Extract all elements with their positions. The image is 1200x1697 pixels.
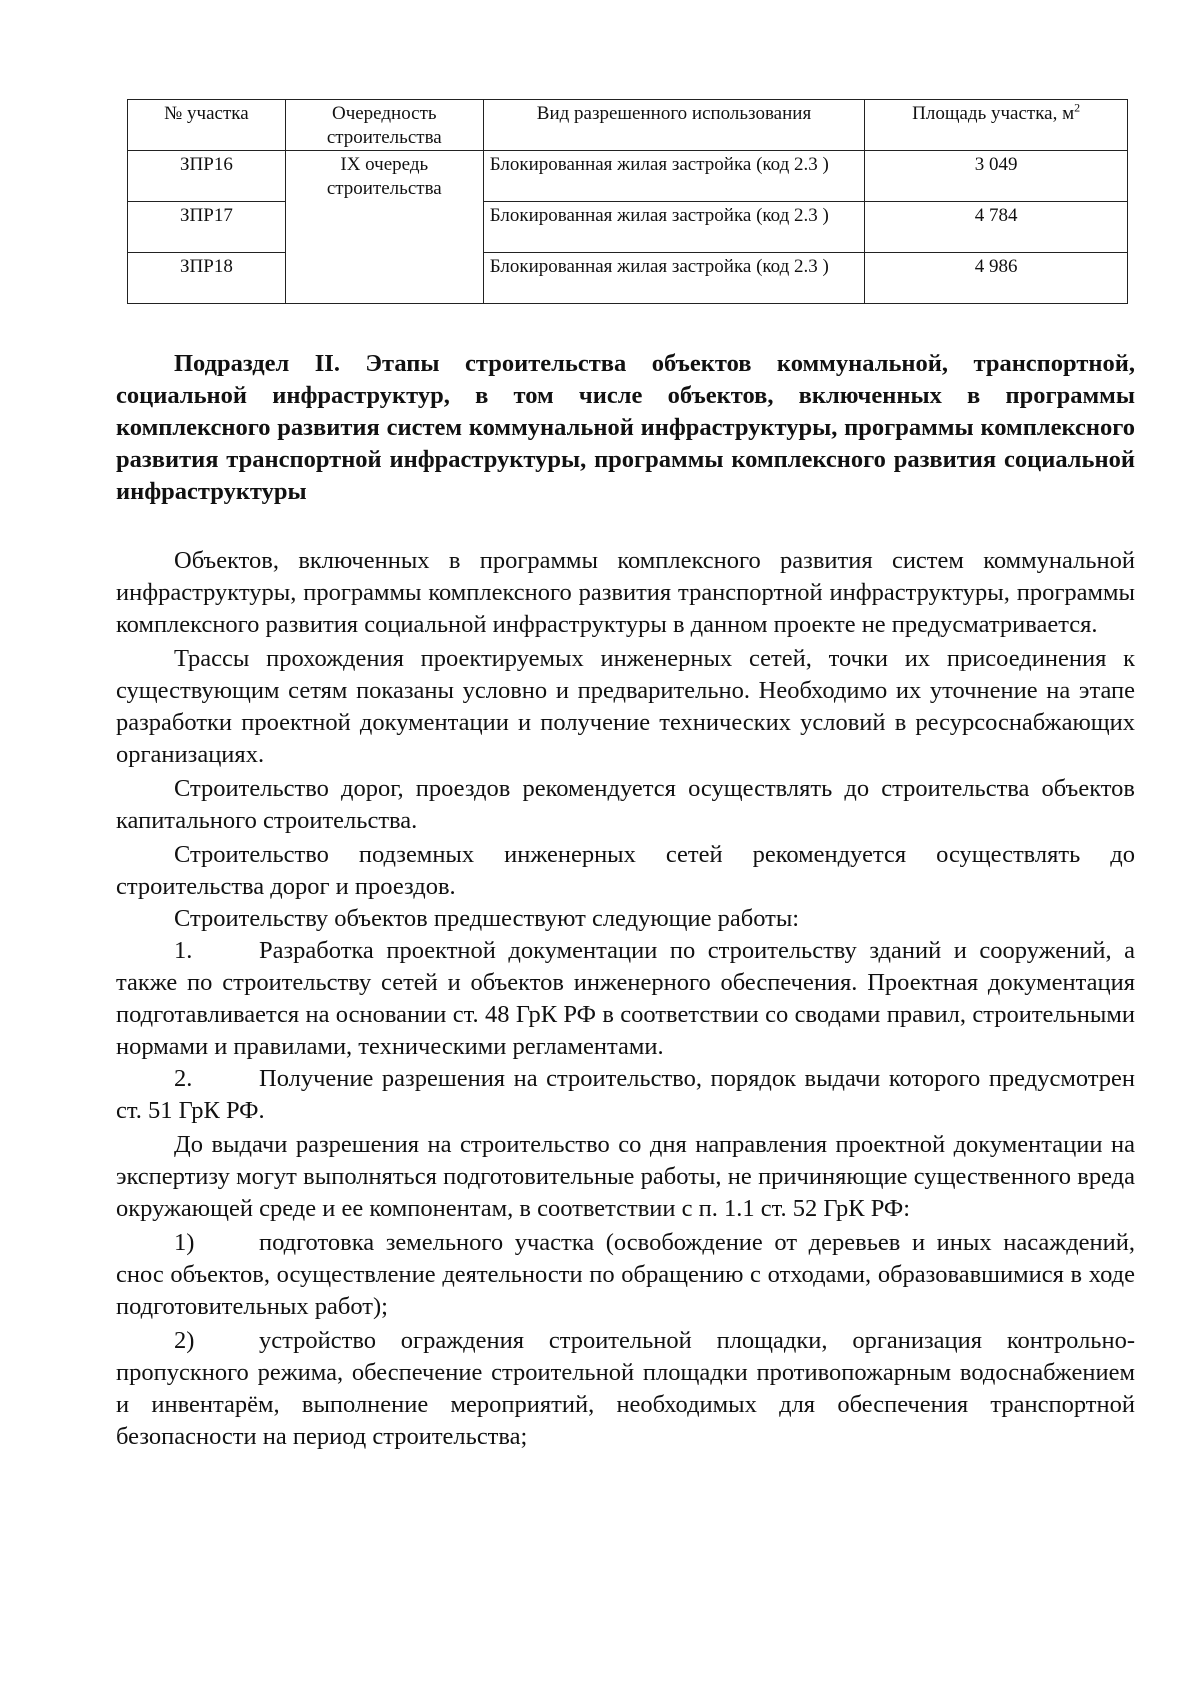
paragraph: Строительство дорог, проездов рекомендуется осуществлять до строительства объектов капитального строительства. [116, 775, 1135, 834]
item-number: 2) [174, 1327, 195, 1354]
section-heading [116, 348, 1135, 508]
cell-stage: IX очередь строительства [285, 151, 483, 304]
item-text: Получение разрешения на строительство, порядок выдачи которого предусмотрен ст. 51 ГрК РФ. [116, 1065, 1135, 1124]
cell-area: 4 784 [865, 202, 1128, 253]
item-number: 2. [174, 1065, 193, 1092]
cell-use: Блокированная жилая застройка (код 2.3 ) [483, 202, 865, 253]
paragraph: Строительству объектов предшествуют следующие работы: [174, 905, 800, 932]
table-row [128, 151, 1128, 202]
table-row [128, 202, 1128, 253]
header-permitted-use: Вид разрешенного использования [483, 100, 865, 151]
header-area-unit-sup: 2 [1074, 100, 1081, 115]
header-plot-number: № участка [128, 100, 286, 151]
table-row [128, 253, 1128, 304]
cell-plot-id: ЗПР18 [128, 253, 286, 304]
item-text: устройство ограждения строительной площадки, организация контрольно-пропускного режима, обеспечение строительной площадки противопожарным водоснабжением и инвентарём, выполнение мероприятий, необходимых для обеспечения транспортной безопасности на период строительства; [116, 1327, 1135, 1450]
cell-area: 3 049 [865, 151, 1128, 202]
numbered-item [116, 1325, 1135, 1453]
paragraph: Трассы прохождения проектируемых инженерных сетей, точки их присоединения к существующим сетям показаны условно и предварительно. Необходимо их уточнение на этапе разработки проектной документации и получение технических условий в ресурсоснабжающих организациях. [116, 645, 1135, 768]
cell-plot-id: ЗПР16 [128, 151, 286, 202]
item-text: подготовка земельного участка (освобождение от деревьев и иных насаждений, снос объектов, осуществление деятельности по обращению с отходами, образовавшимися в ходе подготовительных работ); [116, 1229, 1135, 1320]
item-number: 1. [174, 937, 193, 964]
document-body [116, 545, 1135, 1453]
section-heading-text: Подраздел II. Этапы строительства объектов коммунальной, транспортной, социальной инфраструктур, в том числе объектов, включенных в программы комплексного развития систем коммунальной инфраструктуры, программы комплексного развития транспортной инфраструктуры, программы комплексного развития социальной инфраструктуры [116, 350, 1135, 505]
plots-table [127, 99, 1128, 304]
cell-use: Блокированная жилая застройка (код 2.3 ) [483, 253, 865, 304]
numbered-item [116, 1063, 1135, 1127]
cell-use: Блокированная жилая застройка (код 2.3 ) [483, 151, 865, 202]
numbered-item [116, 935, 1135, 1063]
header-area-label: Площадь участка, м [912, 103, 1075, 124]
cell-plot-id: ЗПР17 [128, 202, 286, 253]
numbered-item [116, 1227, 1135, 1323]
header-area [865, 100, 1128, 151]
item-text: Разработка проектной документации по строительству зданий и сооружений, а также по строительству сетей и объектов инженерного обеспечения. Проектная документация подготавливается на основании ст. 48 ГрК РФ в соответствии со сводами правил, строительными нормами и правилами, техническими регламентами. [116, 937, 1135, 1060]
paragraph: До выдачи разрешения на строительство со дня направления проектной документации на экспертизу могут выполняться подготовительные работы, не причиняющие существенного вреда окружающей среде и ее компонентам, в соответствии с п. 1.1 ст. 52 ГрК РФ: [116, 1131, 1135, 1222]
item-number: 1) [174, 1229, 195, 1256]
table-header-row [128, 100, 1128, 151]
header-stage: Очередность строительства [285, 100, 483, 151]
paragraph: Объектов, включенных в программы комплексного развития систем коммунальной инфраструктуры, программы комплексного развития транспортной инфраструктуры, программы комплексного развития социальной инфраструктуры в данном проекте не предусматривается. [116, 547, 1135, 638]
paragraph: Строительство подземных инженерных сетей рекомендуется осуществлять до строительства дорог и проездов. [116, 841, 1135, 900]
cell-area: 4 986 [865, 253, 1128, 304]
